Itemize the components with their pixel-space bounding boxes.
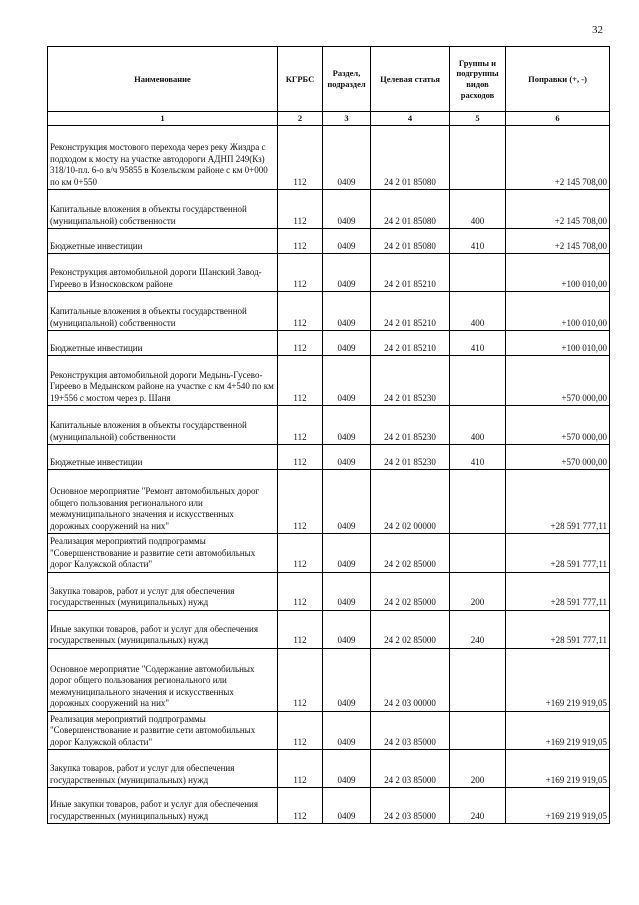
row-group	[450, 534, 506, 573]
column-number: 4	[371, 112, 450, 126]
row-amount: +28 591 777,11	[506, 610, 610, 648]
row-target: 24 2 01 85080	[371, 229, 450, 254]
row-target: 24 2 01 85210	[371, 292, 450, 331]
row-group	[450, 711, 506, 750]
row-target: 24 2 02 85000	[371, 610, 450, 648]
row-name: Реконструкция мостового перехода через реку Жиздра с подходом к мосту на участке автодороги АДНП 249(Кз) 318/10-пл. 6-о в/ч 95855 в Козельском районе с км 0+000 по км 0+550	[48, 126, 278, 190]
table-row	[48, 750, 610, 788]
row-kgrbs: 112	[278, 610, 323, 648]
row-kgrbs: 112	[278, 190, 323, 229]
row-group: 400	[450, 406, 506, 445]
table-row	[48, 610, 610, 648]
row-name: Закупка товаров, работ и услуг для обеспечения государственных (муниципальных) нужд	[48, 572, 278, 610]
row-name: Иные закупки товаров, работ и услуг для обеспечения государственных (муниципальных) нужд	[48, 610, 278, 648]
row-amount: +2 145 708,00	[506, 229, 610, 254]
header-group: Группы и подгруппы видов расходов	[450, 47, 506, 112]
row-amount: +570 000,00	[506, 445, 610, 470]
row-section: 0409	[323, 788, 371, 824]
header-kgrbs: КГРБС	[278, 47, 323, 112]
row-amount: +100 010,00	[506, 254, 610, 292]
row-name: Бюджетные инвестиции	[48, 229, 278, 254]
row-amount: +570 000,00	[506, 356, 610, 406]
column-number-row	[48, 112, 610, 126]
row-target: 24 2 03 85000	[371, 788, 450, 824]
row-kgrbs: 112	[278, 356, 323, 406]
row-kgrbs: 112	[278, 292, 323, 331]
row-amount: +169 219 919,05	[506, 648, 610, 711]
table-row	[48, 406, 610, 445]
page-number: 32	[592, 24, 603, 36]
table-row	[48, 254, 610, 292]
table-body	[48, 126, 610, 824]
row-amount: +28 591 777,11	[506, 534, 610, 573]
row-group: 410	[450, 229, 506, 254]
row-group: 400	[450, 190, 506, 229]
row-amount: +2 145 708,00	[506, 190, 610, 229]
column-number: 1	[48, 112, 278, 126]
row-group	[450, 356, 506, 406]
row-kgrbs: 112	[278, 470, 323, 534]
row-kgrbs: 112	[278, 445, 323, 470]
row-name: Основное мероприятие "Содержание автомобильных дорог общего пользования регионального или межмуниципального значения и искусственных дорожных сооружений на них"	[48, 648, 278, 711]
row-section: 0409	[323, 356, 371, 406]
table-row	[48, 711, 610, 750]
row-kgrbs: 112	[278, 331, 323, 356]
table-row	[48, 470, 610, 534]
row-target: 24 2 03 85000	[371, 750, 450, 788]
row-section: 0409	[323, 572, 371, 610]
row-section: 0409	[323, 445, 371, 470]
row-amount: +169 219 919,05	[506, 711, 610, 750]
row-name: Бюджетные инвестиции	[48, 445, 278, 470]
row-section: 0409	[323, 648, 371, 711]
row-section: 0409	[323, 750, 371, 788]
row-amount: +28 591 777,11	[506, 470, 610, 534]
row-section: 0409	[323, 126, 371, 190]
column-number: 5	[450, 112, 506, 126]
row-group: 200	[450, 572, 506, 610]
row-name: Реализация мероприятий подпрограммы "Совершенствование и развитие сети автомобильных дорог Калужской области"	[48, 534, 278, 573]
row-kgrbs: 112	[278, 750, 323, 788]
row-kgrbs: 112	[278, 229, 323, 254]
row-name: Капитальные вложения в объекты государственной (муниципальной) собственности	[48, 190, 278, 229]
row-amount: +2 145 708,00	[506, 126, 610, 190]
header-section: Раздел, подраздел	[323, 47, 371, 112]
row-amount: +169 219 919,05	[506, 788, 610, 824]
table-row	[48, 534, 610, 573]
row-section: 0409	[323, 229, 371, 254]
row-target: 24 2 01 85080	[371, 190, 450, 229]
row-kgrbs: 112	[278, 126, 323, 190]
row-name: Реконструкция автомобильной дороги Медынь-Гусево-Гиреево в Медынском районе на участке с км 4+540 по км 19+556 с мостом через р. Шаня	[48, 356, 278, 406]
row-section: 0409	[323, 331, 371, 356]
row-section: 0409	[323, 534, 371, 573]
row-group	[450, 126, 506, 190]
table-row	[48, 229, 610, 254]
budget-table	[47, 46, 610, 824]
row-kgrbs: 112	[278, 572, 323, 610]
row-name: Капитальные вложения в объекты государственной (муниципальной) собственности	[48, 292, 278, 331]
row-kgrbs: 112	[278, 254, 323, 292]
row-target: 24 2 03 85000	[371, 711, 450, 750]
header-amount: Поправки (+, -)	[506, 47, 610, 112]
row-name: Бюджетные инвестиции	[48, 331, 278, 356]
row-group: 200	[450, 750, 506, 788]
row-target: 24 2 01 85210	[371, 254, 450, 292]
row-name: Капитальные вложения в объекты государственной (муниципальной) собственности	[48, 406, 278, 445]
row-amount: +100 010,00	[506, 292, 610, 331]
row-target: 24 2 01 85210	[371, 331, 450, 356]
row-section: 0409	[323, 406, 371, 445]
row-name: Иные закупки товаров, работ и услуг для обеспечения государственных (муниципальных) нужд	[48, 788, 278, 824]
row-group	[450, 254, 506, 292]
row-section: 0409	[323, 470, 371, 534]
row-section: 0409	[323, 292, 371, 331]
row-group: 240	[450, 610, 506, 648]
header-target: Целевая статья	[371, 47, 450, 112]
table-row	[48, 572, 610, 610]
table-row	[48, 648, 610, 711]
row-section: 0409	[323, 190, 371, 229]
table-row	[48, 445, 610, 470]
row-target: 24 2 02 85000	[371, 572, 450, 610]
row-name: Реализация мероприятий подпрограммы "Совершенствование и развитие сети автомобильных дорог Калужской области"	[48, 711, 278, 750]
table-row	[48, 126, 610, 190]
row-target: 24 2 02 85000	[371, 534, 450, 573]
table-row	[48, 356, 610, 406]
row-target: 24 2 02 00000	[371, 470, 450, 534]
row-amount: +570 000,00	[506, 406, 610, 445]
row-target: 24 2 01 85080	[371, 126, 450, 190]
row-group	[450, 648, 506, 711]
row-group: 400	[450, 292, 506, 331]
row-target: 24 2 01 85230	[371, 356, 450, 406]
row-section: 0409	[323, 711, 371, 750]
table-row	[48, 190, 610, 229]
table-row	[48, 292, 610, 331]
row-amount: +28 591 777,11	[506, 572, 610, 610]
row-name: Основное мероприятие "Ремонт автомобильных дорог общего пользования регионального или межмуниципального значения и искусственных дорожных сооружений на них"	[48, 470, 278, 534]
row-name: Реконструкция автомобильной дороги Шанский Завод-Гиреево в Износковском районе	[48, 254, 278, 292]
header-name: Наименование	[48, 47, 278, 112]
row-group: 410	[450, 445, 506, 470]
row-group	[450, 470, 506, 534]
row-kgrbs: 112	[278, 788, 323, 824]
table-row	[48, 788, 610, 824]
row-target: 24 2 01 85230	[371, 406, 450, 445]
column-number: 2	[278, 112, 323, 126]
row-target: 24 2 03 00000	[371, 648, 450, 711]
row-section: 0409	[323, 610, 371, 648]
column-number: 3	[323, 112, 371, 126]
row-amount: +169 219 919,05	[506, 750, 610, 788]
row-target: 24 2 01 85230	[371, 445, 450, 470]
row-name: Закупка товаров, работ и услуг для обеспечения государственных (муниципальных) нужд	[48, 750, 278, 788]
table-header	[48, 47, 610, 126]
row-section: 0409	[323, 254, 371, 292]
table-row	[48, 331, 610, 356]
row-kgrbs: 112	[278, 711, 323, 750]
row-group: 410	[450, 331, 506, 356]
row-kgrbs: 112	[278, 648, 323, 711]
column-number: 6	[506, 112, 610, 126]
row-group: 240	[450, 788, 506, 824]
row-kgrbs: 112	[278, 534, 323, 573]
row-amount: +100 010,00	[506, 331, 610, 356]
row-kgrbs: 112	[278, 406, 323, 445]
